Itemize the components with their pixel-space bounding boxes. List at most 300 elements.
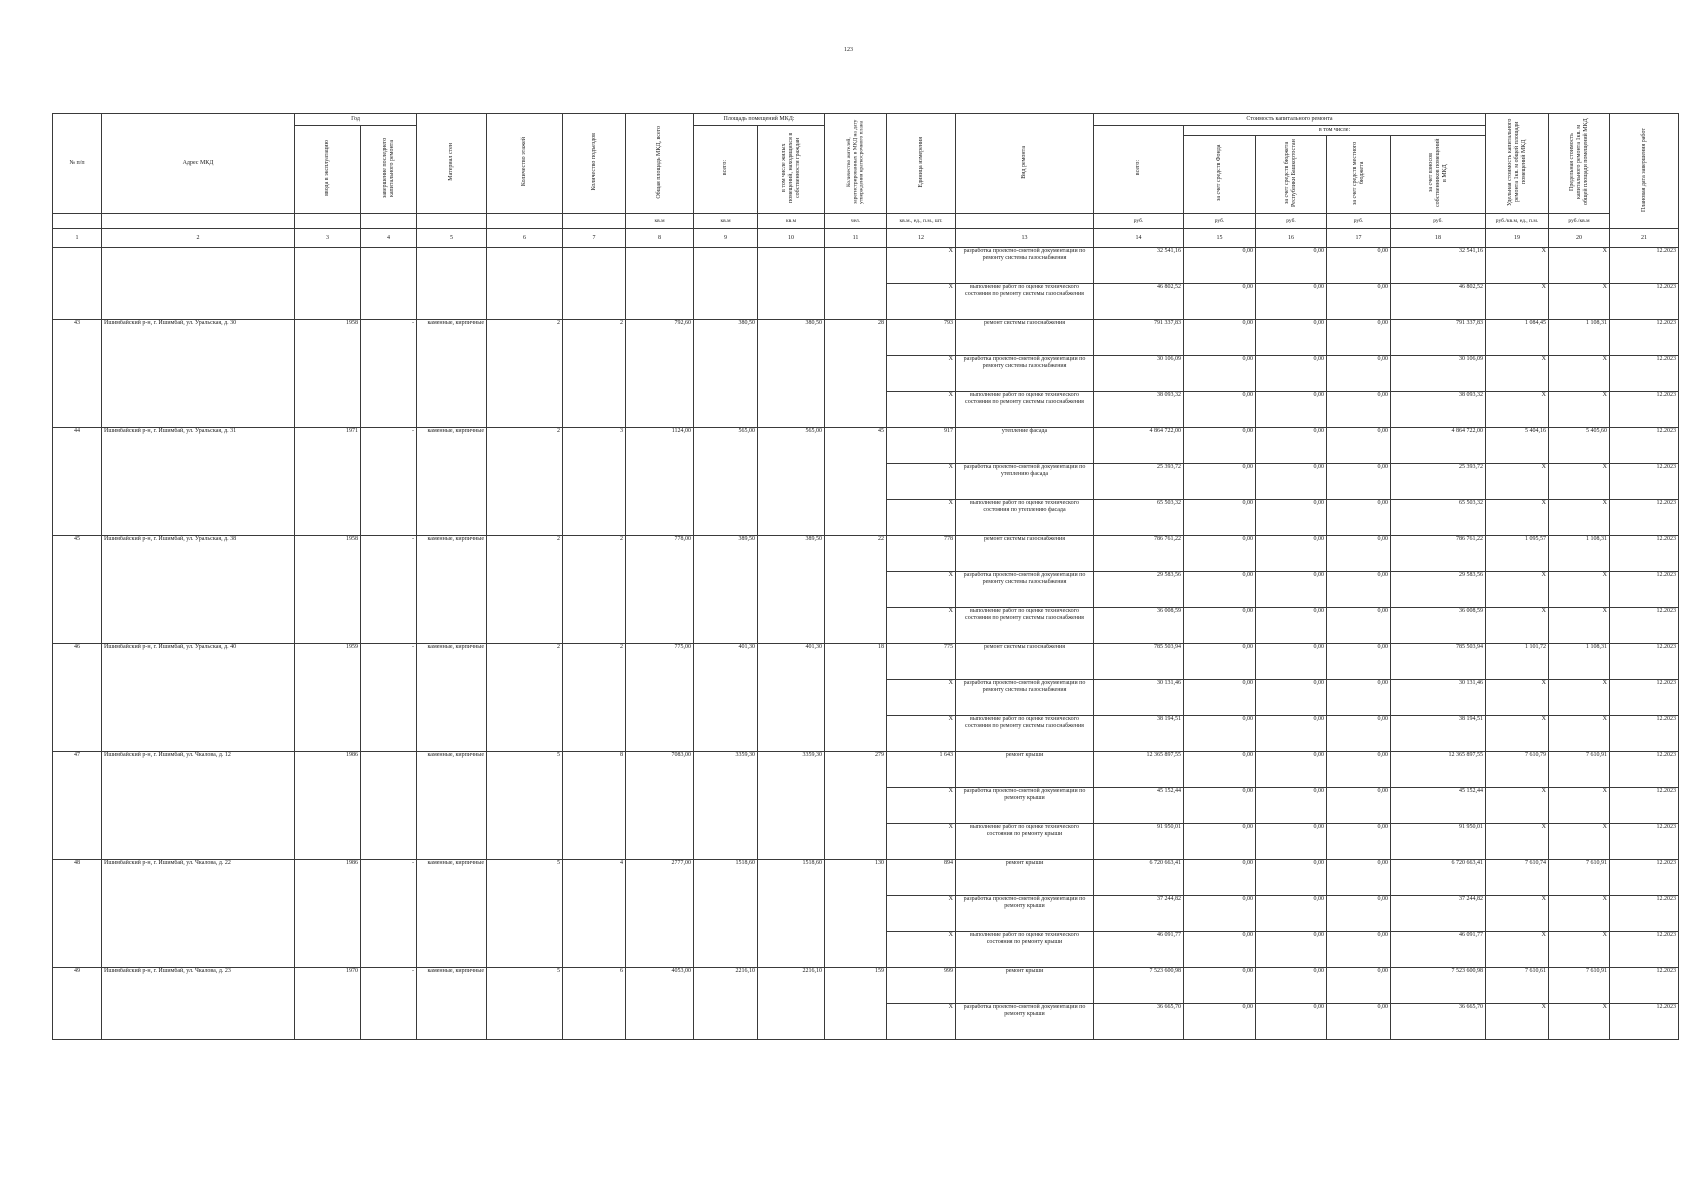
cost-fund-cell: 0,00 [1184, 716, 1256, 752]
header-cost-fund [1184, 136, 1256, 214]
cost-owners-cell: 6 720 663,41 [1391, 860, 1486, 896]
cost-owners-cell: 38 194,51 [1391, 716, 1486, 752]
cost-republic-cell: 0,00 [1256, 500, 1327, 536]
cost-total-cell: 46 091,77 [1094, 932, 1184, 968]
header-specific-cost-text: Удельная стоимость капитального ремонта 1кв. м общей площади помещений МКД [1506, 118, 1527, 206]
work-cell: ремонт крыши [956, 968, 1094, 1004]
max-cost-cell: X [1549, 716, 1610, 752]
column-number: 19 [1486, 229, 1549, 248]
cost-owners-cell: 30 131,46 [1391, 680, 1486, 716]
work-cell: ремонт системы газоснабжения [956, 320, 1094, 356]
cost-fund-cell: 0,00 [1184, 824, 1256, 860]
year-cell: 1958 [295, 536, 361, 644]
cost-total-cell: 45 152,44 [1094, 788, 1184, 824]
cost-local-cell: 0,00 [1327, 500, 1391, 536]
unit-specific-cost: руб./кв.м, ед., п.м. [1486, 214, 1549, 229]
cost-fund-cell: 0,00 [1184, 284, 1256, 320]
no-cell: 46 [53, 644, 102, 752]
no-cell: 48 [53, 860, 102, 968]
date-cell: 12.2023 [1610, 788, 1679, 824]
residents-cell [825, 248, 887, 320]
citizens-cell: 1518,60 [758, 860, 825, 968]
residents-cell: 18 [825, 644, 887, 752]
table-row [53, 968, 1679, 1004]
floors-cell: 5 [487, 860, 563, 968]
specific-cost-cell: 1 101,72 [1486, 644, 1549, 680]
cost-total-cell: 30 131,46 [1094, 680, 1184, 716]
max-cost-cell: X [1549, 824, 1610, 860]
entrances-cell [563, 248, 626, 320]
cost-republic-cell: 0,00 [1256, 320, 1327, 356]
year-cell: 1986 [295, 752, 361, 860]
area-cell: 775,00 [626, 644, 694, 752]
address-cell [102, 248, 295, 320]
header-cost-republic [1256, 136, 1327, 214]
cost-total-cell: 37 244,82 [1094, 896, 1184, 932]
cost-fund-cell: 0,00 [1184, 464, 1256, 500]
date-cell: 12.2023 [1610, 464, 1679, 500]
header-premises-group: Площадь помещений МКД: [694, 114, 825, 126]
qty-cell: X [887, 572, 956, 608]
header-unit-measure-text: Единица измерения [917, 136, 924, 188]
specific-cost-cell: X [1486, 716, 1549, 752]
citizens-cell: 380,50 [758, 320, 825, 428]
premises-cell: 389,50 [694, 536, 758, 644]
specific-cost-cell: X [1486, 824, 1549, 860]
column-number: 9 [694, 229, 758, 248]
header-cost-owners [1391, 136, 1486, 214]
cost-fund-cell: 0,00 [1184, 536, 1256, 572]
cost-local-cell: 0,00 [1327, 716, 1391, 752]
cost-local-cell: 0,00 [1327, 752, 1391, 788]
cost-total-cell: 32 541,16 [1094, 248, 1184, 284]
date-cell: 12.2023 [1610, 392, 1679, 428]
area-cell [626, 248, 694, 320]
cost-republic-cell: 0,00 [1256, 680, 1327, 716]
column-number: 2 [102, 229, 295, 248]
unit-max-cost: руб./кв.м [1549, 214, 1610, 229]
work-cell: разработка проектно-сметной документации по ремонту системы газоснабжения [956, 572, 1094, 608]
cost-owners-cell: 7 523 600,98 [1391, 968, 1486, 1004]
premises-cell: 2216,10 [694, 968, 758, 1040]
cost-local-cell: 0,00 [1327, 392, 1391, 428]
entrances-cell: 6 [563, 968, 626, 1040]
address-cell: Ишимбайский р-н, г. Ишимбай, ул. Уральская, д. 31 [102, 428, 295, 536]
material-cell [417, 248, 487, 320]
max-cost-cell: X [1549, 572, 1610, 608]
work-cell: разработка проектно-сметной документации по утеплению фасада [956, 464, 1094, 500]
citizens-cell: 401,30 [758, 644, 825, 752]
address-cell: Ишимбайский р-н, г. Ишимбай, ул. Чкалова, д. 23 [102, 968, 295, 1040]
qty-cell: X [887, 680, 956, 716]
cost-total-cell: 36 008,59 [1094, 608, 1184, 644]
cost-owners-cell: 12 365 897,55 [1391, 752, 1486, 788]
cost-local-cell: 0,00 [1327, 788, 1391, 824]
max-cost-cell: 1 108,31 [1549, 320, 1610, 356]
work-cell: ремонт крыши [956, 752, 1094, 788]
cost-local-cell: 0,00 [1327, 428, 1391, 464]
premises-cell: 565,00 [694, 428, 758, 536]
area-cell: 2777,00 [626, 860, 694, 968]
cost-fund-cell: 0,00 [1184, 572, 1256, 608]
header-year-last-repair-text: завершение последнего капитального ремонта [381, 137, 395, 199]
header-wall-material-text: Материал стен [448, 143, 455, 181]
cost-local-cell: 0,00 [1327, 644, 1391, 680]
cost-owners-cell: 786 761,22 [1391, 536, 1486, 572]
date-cell: 12.2023 [1610, 752, 1679, 788]
premises-cell: 3359,30 [694, 752, 758, 860]
date-cell: 12.2023 [1610, 500, 1679, 536]
work-cell: разработка проектно-сметной документации по ремонту системы газоснабжения [956, 680, 1094, 716]
residents-cell: 28 [825, 320, 887, 428]
entrances-cell: 3 [563, 428, 626, 536]
header-repair-type-text: Вид ремонта [1021, 145, 1028, 179]
specific-cost-cell: X [1486, 248, 1549, 284]
header-year-last-repair [361, 126, 417, 214]
specific-cost-cell: X [1486, 284, 1549, 320]
floors-cell: 2 [487, 428, 563, 536]
citizens-cell: 565,00 [758, 428, 825, 536]
cost-total-cell: 30 106,09 [1094, 356, 1184, 392]
date-cell: 12.2023 [1610, 932, 1679, 968]
cost-total-cell: 7 523 600,98 [1094, 968, 1184, 1004]
qty-cell: 894 [887, 860, 956, 896]
specific-cost-cell: X [1486, 500, 1549, 536]
column-number: 14 [1094, 229, 1184, 248]
header-entrances [563, 114, 626, 214]
entrances-cell: 4 [563, 860, 626, 968]
date-cell: 12.2023 [1610, 860, 1679, 896]
table-row [53, 536, 1679, 572]
header-max-cost [1549, 114, 1610, 214]
header-cost-local-text: за счет средств местного бюджета [1351, 141, 1365, 205]
specific-cost-cell: X [1486, 392, 1549, 428]
max-cost-cell: 1 108,31 [1549, 644, 1610, 680]
date-cell: 12.2023 [1610, 968, 1679, 1004]
material-cell: каменные, кирпичные [417, 644, 487, 752]
qty-cell: X [887, 788, 956, 824]
header-floors-text: Количество этажей [521, 137, 528, 187]
table-row [53, 860, 1679, 896]
last-repair-cell: - [361, 320, 417, 428]
date-cell: 12.2023 [1610, 536, 1679, 572]
date-cell: 12.2023 [1610, 248, 1679, 284]
header-year-commission-text: ввода в эксплуатацию [324, 140, 331, 196]
cost-total-cell: 38 194,51 [1094, 716, 1184, 752]
qty-cell: 1 643 [887, 752, 956, 788]
header-residents [825, 114, 887, 214]
header-floors [487, 114, 563, 214]
cost-fund-cell: 0,00 [1184, 248, 1256, 284]
header-entrances-text: Количество подъездов [590, 133, 597, 191]
entrances-cell: 2 [563, 536, 626, 644]
cost-fund-cell: 0,00 [1184, 788, 1256, 824]
specific-cost-cell: X [1486, 896, 1549, 932]
date-cell: 12.2023 [1610, 644, 1679, 680]
residents-cell: 159 [825, 968, 887, 1040]
header-total-area-text: Общая площадь МКД, всего [656, 125, 663, 199]
max-cost-cell: 1 108,31 [1549, 536, 1610, 572]
cost-owners-cell: 25 393,72 [1391, 464, 1486, 500]
work-cell: разработка проектно-сметной документации по ремонту крыши [956, 1004, 1094, 1040]
cost-owners-cell: 29 583,56 [1391, 572, 1486, 608]
cost-local-cell: 0,00 [1327, 896, 1391, 932]
floors-cell: 2 [487, 644, 563, 752]
qty-cell: X [887, 392, 956, 428]
residents-cell: 279 [825, 752, 887, 860]
cost-local-cell: 0,00 [1327, 464, 1391, 500]
page-number: 123 [844, 47, 853, 53]
cost-fund-cell: 0,00 [1184, 896, 1256, 932]
citizens-cell: 2216,10 [758, 968, 825, 1040]
cost-owners-cell: 30 106,09 [1391, 356, 1486, 392]
cost-republic-cell: 0,00 [1256, 968, 1327, 1004]
header-premises-total-text: всего: [722, 160, 729, 176]
residents-cell: 45 [825, 428, 887, 536]
header-cost-group: Стоимость капитального ремонта [1094, 114, 1486, 126]
header-including: в том числе: [1184, 126, 1486, 136]
work-cell: выполнение работ по оценке технического состояния по ремонту системы газоснабжения [956, 716, 1094, 752]
address-cell: Ишимбайский р-н, г. Ишимбай, ул. Чкалова, д. 12 [102, 752, 295, 860]
column-number: 21 [1610, 229, 1679, 248]
unit-cell [53, 214, 102, 229]
column-number: 20 [1549, 229, 1610, 248]
work-cell: ремонт системы газоснабжения [956, 644, 1094, 680]
max-cost-cell: X [1549, 1004, 1610, 1040]
entrances-cell: 8 [563, 752, 626, 860]
qty-cell: X [887, 248, 956, 284]
cost-fund-cell: 0,00 [1184, 428, 1256, 464]
header-premises-citizens-text: в том числе жилых помещений, находящихся в собственности граждан [780, 132, 801, 204]
cost-republic-cell: 0,00 [1256, 1004, 1327, 1040]
date-cell: 12.2023 [1610, 896, 1679, 932]
no-cell: 44 [53, 428, 102, 536]
floors-cell: 5 [487, 752, 563, 860]
material-cell: каменные, кирпичные [417, 428, 487, 536]
floors-cell: 5 [487, 968, 563, 1040]
work-cell: выполнение работ по оценке технического состояния по ремонту крыши [956, 824, 1094, 860]
column-number: 16 [1256, 229, 1327, 248]
specific-cost-cell: X [1486, 1004, 1549, 1040]
cost-total-cell: 65 503,32 [1094, 500, 1184, 536]
area-cell: 792,60 [626, 320, 694, 428]
cost-total-cell: 6 720 663,41 [1094, 860, 1184, 896]
cost-local-cell: 0,00 [1327, 968, 1391, 1004]
cost-republic-cell: 0,00 [1256, 644, 1327, 680]
citizens-cell [758, 248, 825, 320]
cost-local-cell: 0,00 [1327, 284, 1391, 320]
cost-local-cell: 0,00 [1327, 248, 1391, 284]
column-number: 8 [626, 229, 694, 248]
cost-owners-cell: 36 665,70 [1391, 1004, 1486, 1040]
no-cell: 49 [53, 968, 102, 1040]
no-cell [53, 248, 102, 320]
no-cell: 45 [53, 536, 102, 644]
qty-cell: X [887, 500, 956, 536]
address-cell: Ишимбайский р-н, г. Ишимбай, ул. Чкалова, д. 22 [102, 860, 295, 968]
work-cell: выполнение работ по оценке технического состояния по ремонту системы газоснабжения [956, 392, 1094, 428]
qty-cell: 775 [887, 644, 956, 680]
qty-cell: X [887, 284, 956, 320]
date-cell: 12.2023 [1610, 824, 1679, 860]
cost-total-cell: 46 802,52 [1094, 284, 1184, 320]
cost-owners-cell: 46 091,77 [1391, 932, 1486, 968]
citizens-cell: 3359,30 [758, 752, 825, 860]
unit-cost-total: руб. [1094, 214, 1184, 229]
cost-fund-cell: 0,00 [1184, 1004, 1256, 1040]
max-cost-cell: 7 610,91 [1549, 968, 1610, 1004]
qty-cell: 778 [887, 536, 956, 572]
header-no: № п/п [53, 114, 102, 214]
cost-total-cell: 25 393,72 [1094, 464, 1184, 500]
max-cost-cell: 5 405,60 [1549, 428, 1610, 464]
cost-local-cell: 0,00 [1327, 1004, 1391, 1040]
cost-total-cell: 38 093,32 [1094, 392, 1184, 428]
work-cell: утепление фасада [956, 428, 1094, 464]
header-wall-material [417, 114, 487, 214]
cost-local-cell: 0,00 [1327, 536, 1391, 572]
work-cell: разработка проектно-сметной документации по ремонту крыши [956, 788, 1094, 824]
date-cell: 12.2023 [1610, 608, 1679, 644]
qty-cell: 999 [887, 968, 956, 1004]
unit-premises-citizens: кв.м [758, 214, 825, 229]
column-number: 7 [563, 229, 626, 248]
max-cost-cell: X [1549, 284, 1610, 320]
premises-cell: 401,30 [694, 644, 758, 752]
date-cell: 12.2023 [1610, 320, 1679, 356]
cost-republic-cell: 0,00 [1256, 752, 1327, 788]
column-number: 1 [53, 229, 102, 248]
unit-cell [563, 214, 626, 229]
entrances-cell: 2 [563, 644, 626, 752]
work-cell: выполнение работ по оценке технического состояния по ремонту системы газоснабжения [956, 284, 1094, 320]
unit-measure: кв.м., ед., п.м., шт. [887, 214, 956, 229]
cost-owners-cell: 65 503,32 [1391, 500, 1486, 536]
unit-cell [295, 214, 361, 229]
cost-total-cell: 786 761,22 [1094, 536, 1184, 572]
date-cell: 12.2023 [1610, 284, 1679, 320]
column-number: 10 [758, 229, 825, 248]
date-cell: 12.2023 [1610, 428, 1679, 464]
area-cell: 778,00 [626, 536, 694, 644]
max-cost-cell: X [1549, 788, 1610, 824]
header-year-group: Год [295, 114, 417, 126]
max-cost-cell: X [1549, 608, 1610, 644]
qty-cell: X [887, 716, 956, 752]
max-cost-cell: X [1549, 896, 1610, 932]
work-cell: выполнение работ по оценке технического состояния по утеплению фасада [956, 500, 1094, 536]
cost-republic-cell: 0,00 [1256, 536, 1327, 572]
max-cost-cell: X [1549, 392, 1610, 428]
qty-cell: X [887, 932, 956, 968]
cost-owners-cell: 37 244,82 [1391, 896, 1486, 932]
specific-cost-cell: 7 610,61 [1486, 968, 1549, 1004]
header-specific-cost [1486, 114, 1549, 214]
cost-republic-cell: 0,00 [1256, 464, 1327, 500]
header-premises-total [694, 126, 758, 214]
column-number: 18 [1391, 229, 1486, 248]
header-cost-fund-text: за счет средств Фонда [1216, 144, 1223, 202]
cost-owners-cell: 91 950,01 [1391, 824, 1486, 860]
unit-cell [956, 214, 1094, 229]
floors-cell: 2 [487, 320, 563, 428]
column-number: 12 [887, 229, 956, 248]
cost-fund-cell: 0,00 [1184, 608, 1256, 644]
year-cell: 1959 [295, 644, 361, 752]
header-planned-date [1610, 114, 1679, 229]
header-address: Адрес МКД [102, 114, 295, 214]
cost-republic-cell: 0,00 [1256, 356, 1327, 392]
cost-fund-cell: 0,00 [1184, 392, 1256, 428]
no-cell: 47 [53, 752, 102, 860]
work-cell: выполнение работ по оценке технического состояния по ремонту системы газоснабжения [956, 608, 1094, 644]
date-cell: 12.2023 [1610, 356, 1679, 392]
specific-cost-cell: X [1486, 464, 1549, 500]
cost-owners-cell: 4 864 722,00 [1391, 428, 1486, 464]
cost-local-cell: 0,00 [1327, 860, 1391, 896]
cost-republic-cell: 0,00 [1256, 824, 1327, 860]
cost-local-cell: 0,00 [1327, 680, 1391, 716]
cost-total-cell: 785 503,94 [1094, 644, 1184, 680]
date-cell: 12.2023 [1610, 1004, 1679, 1040]
cost-republic-cell: 0,00 [1256, 932, 1327, 968]
qty-cell: X [887, 464, 956, 500]
cost-total-cell: 29 583,56 [1094, 572, 1184, 608]
cost-republic-cell: 0,00 [1256, 896, 1327, 932]
cost-fund-cell: 0,00 [1184, 968, 1256, 1004]
work-cell: разработка проектно-сметной документации по ремонту системы газоснабжения [956, 356, 1094, 392]
work-cell: разработка проектно-сметной документации по ремонту крыши [956, 896, 1094, 932]
last-repair-cell [361, 248, 417, 320]
residents-cell: 130 [825, 860, 887, 968]
cost-fund-cell: 0,00 [1184, 932, 1256, 968]
year-cell [295, 248, 361, 320]
column-number-row [53, 229, 1679, 248]
material-cell: каменные, кирпичные [417, 536, 487, 644]
cost-local-cell: 0,00 [1327, 356, 1391, 392]
header-residents-text: Количество жителей, зарегистрированных в МКД на дату утверждения краткосрочного плана [846, 119, 865, 205]
cost-fund-cell: 0,00 [1184, 644, 1256, 680]
cost-fund-cell: 0,00 [1184, 500, 1256, 536]
address-cell: Ишимбайский р-н, г. Ишимбай, ул. Уральская, д. 38 [102, 536, 295, 644]
specific-cost-cell: X [1486, 356, 1549, 392]
specific-cost-cell: 1 095,57 [1486, 536, 1549, 572]
material-cell: каменные, кирпичные [417, 320, 487, 428]
unit-cell [361, 214, 417, 229]
unit-cell [417, 214, 487, 229]
year-cell: 1971 [295, 428, 361, 536]
cost-local-cell: 0,00 [1327, 932, 1391, 968]
table-row [53, 752, 1679, 788]
cost-owners-cell: 38 093,32 [1391, 392, 1486, 428]
column-number: 11 [825, 229, 887, 248]
date-cell: 12.2023 [1610, 680, 1679, 716]
cost-local-cell: 0,00 [1327, 572, 1391, 608]
cost-total-cell: 4 864 722,00 [1094, 428, 1184, 464]
specific-cost-cell: X [1486, 680, 1549, 716]
unit-cell [102, 214, 295, 229]
header-premises-citizens [758, 126, 825, 214]
cost-republic-cell: 0,00 [1256, 788, 1327, 824]
qty-cell: 917 [887, 428, 956, 464]
column-number: 6 [487, 229, 563, 248]
header-cost-total-text: всего: [1135, 160, 1142, 176]
cost-republic-cell: 0,00 [1256, 392, 1327, 428]
unit-cost-republic: руб. [1256, 214, 1327, 229]
floors-cell [487, 248, 563, 320]
specific-cost-cell: X [1486, 608, 1549, 644]
material-cell: каменные, кирпичные [417, 860, 487, 968]
